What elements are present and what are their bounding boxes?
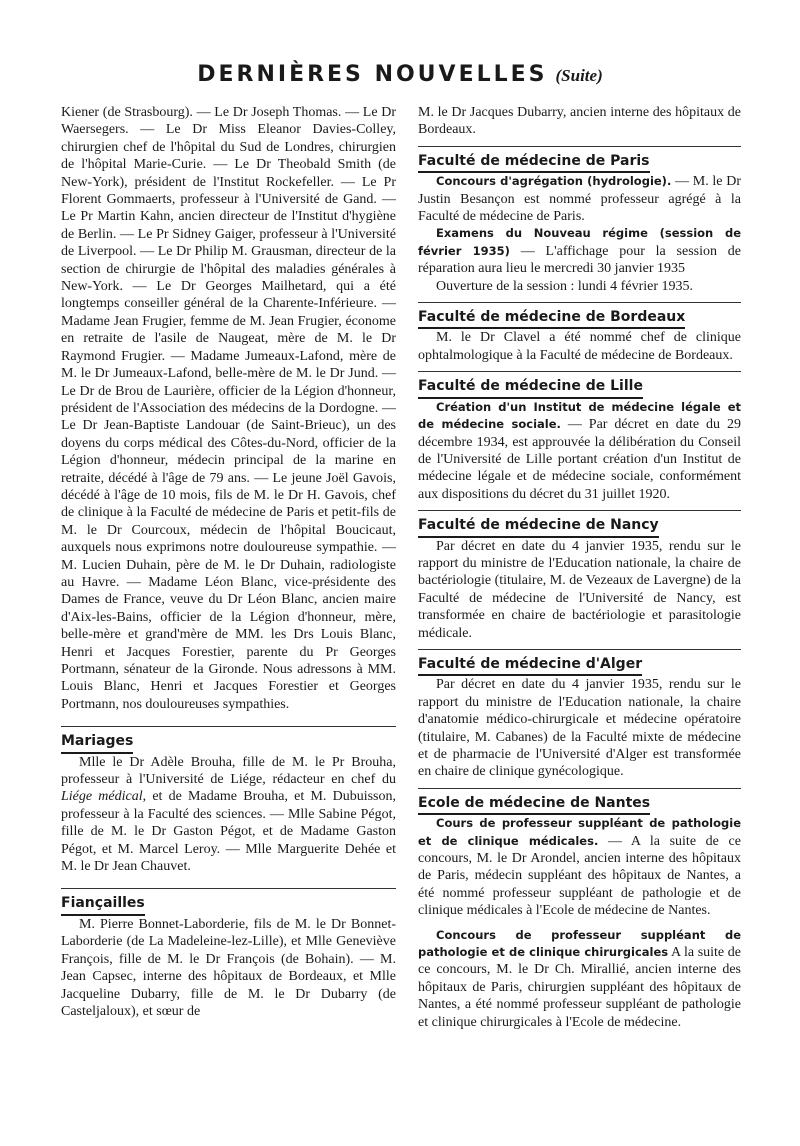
nancy-paragraph: Par décret en date du 4 janvier 1935, rendu sur le rapport du ministre de l'Education nationale, la chaire de bactériologie (titulaire, M. de Vezeaux de Lavergne) de la Faculté de médecine de l'Université de Nancy, est transformée en chaire de bactériologie et parasitologie médicale. <box>418 538 741 641</box>
fiancailles-paragraph: M. Pierre Bonnet-Laborderie, fils de M. le Dr Bonnet-Laborderie (de La Madeleine-lez-Lille), et Mlle Geneviève François, fille de M. le Dr François (de Bohain). — M. Jean Capsec, interne des hôpitaux de Bordeaux, et Mlle Jacqueline Dubarry, fille de M. le Dr Dubarry (de Casteljaloux), et sœur de <box>61 916 396 1019</box>
left-column <box>61 104 396 1020</box>
page-title <box>0 62 800 87</box>
section-divider <box>418 649 741 650</box>
paris-paragraph-1: Concours d'agrégation (hydrologie). — M. le Dr Justin Besançon est nommé professeur agrégé à la Faculté de médecine de Paris. <box>418 174 742 225</box>
section-heading-paris: Faculté de médecine de Paris <box>418 153 650 173</box>
nantes-paragraph-1: Cours de professeur suppléant de pathologie et de clinique médicales. — A la suite de ce concours, M. le Dr Arondel, ancien interne des hôpitaux de Paris, médecin suppléant des hôpitaux de Nantes, a été nommé professeur suppléant de pathologie et de clinique médicales à l'Ecole de médecine de Nantes. <box>418 816 741 919</box>
section-heading-alger: Faculté de médecine d'Alger <box>418 656 642 676</box>
bordeaux-paragraph: M. le Dr Clavel a été nommé chef de clinique ophtalmologique à la Faculté de médecine de Bordeaux. <box>418 330 741 363</box>
section-heading-nantes: Ecole de médecine de Nantes <box>418 795 650 815</box>
section-heading-nancy: Faculté de médecine de Nancy <box>418 517 659 537</box>
section-heading-fiancailles: Fiançailles <box>61 895 145 915</box>
section-heading-bordeaux: Faculté de médecine de Bordeaux <box>418 309 685 329</box>
section-divider <box>61 888 396 889</box>
nantes-paragraph-2: Concours de professeur suppléant de pathologie et de clinique chirurgicales A la suite de ce concours, M. le Dr Ch. Mirallié, ancien interne des hôpitaux de Paris, chirurgien suppléant des hôpitaux de Nantes, a été nommé professeur suppléant de pathologie et clinique chirurgicales à l'Ecole de médecine. <box>418 927 741 1030</box>
section-divider <box>61 726 396 727</box>
paris-paragraph-2: Examens du Nouveau régime (session de février 1935) — L'affichage pour la session de réparation aura lieu le mercredi 30 janvier 1935 <box>418 226 742 277</box>
lille-paragraph: Création d'un Institut de médecine légale et de médecine sociale. — Par décret en date du 29 décembre 1934, est approuvée la délibération du Conseil de l'Université de Lille portant création d'un Institut de médecine légale et de médecine sociale, conformément aux dispositions du décret du 31 juillet 1920. <box>418 399 741 502</box>
page-title-text: DERNIÈRES NOUVELLES <box>197 62 548 87</box>
alger-paragraph: Par décret en date du 4 janvier 1935, rendu sur le rapport du ministre de l'Education nationale, la chaire d'anatomie médico-chirurgicale et médecine opératoire (titulaire, M. Cabanes) de la Faculté mixte de médecine et de pharmacie de l'Université d'Alger est transformée en chaire de clinique gynécologique. <box>418 677 741 780</box>
section-heading-lille: Faculté de médecine de Lille <box>418 378 643 398</box>
section-divider <box>418 510 741 511</box>
continuation-paragraph: M. le Dr Jacques Dubarry, ancien interne des hôpitaux de Bordeaux. <box>418 105 741 138</box>
journal-title: Liége médical <box>61 789 143 805</box>
right-column <box>418 104 741 1031</box>
page-title-suite: (Suite) <box>555 66 603 85</box>
obituary-paragraph: Kiener (de Strasbourg). — Le Dr Joseph Thomas. — Le Dr Waersegers. — Le Dr Miss Eleanor Davies-Colley, chirurgien chef de l'hôpital du Sud de Londres, chirurgien de l'hôpital Marie-Curie. — Le Dr Theobald Smith (de New-York), président de l'Institut Rockefeller. — Le Pr Florent Gommaerts, professeur à l'Université de Gand. — Le Pr Martin Kahn, ancien directeur de l'Institut d'hygiène de Berlin. — Le Pr Sidney Gaiger, professeur à l'Université de Liverpool. — Le Dr Philip M. Grausman, directeur de la section de chirurgie de l'hôpital des maladies générales à New-York. — Le Dr Georges Mailhetard, qui a été longtemps conseiller général de la Charente-Inférieure. — Madame Jean Frugier, femme de M. Jean Frugier, économe en retraite de l'asile de Naugeat, mère de M. le Dr Raymond Frugier. — Madame Jumeaux-Lafond, mère de M. le Dr Jumeaux-Lafond, belle-mère de M. le Dr Jund. — Le Dr de Brou de Laurière, officier de la Légion d'honneur, président de l'Association des médecins de la Dordogne. — Le Dr Jean-Baptiste Landouar (de Saint-Brieuc), un des doyens du corps médical des Côtes-du-Nord, officier de la Légion d'honneur, médecin principal de la marine en retraite, décédé à l'âge de 79 ans. — Le jeune Joël Gavois, décédé à l'âge de 10 mois, fils de M. le Dr H. Gavois, chef de clinique à la Faculté de médecine de Paris et petit-fils de M. le Dr Courcoux, médecin de l'hôpital Boucicaut, auxquels nous exprimons notre douloureuse sympathie. — M. Lucien Duhain, père de M. le Dr Duhain, radiologiste au Havre. — Madame Léon Blanc, vice-présidente des Dames de France, veuve du Dr Léon Blanc, ancien maire d'Aix-les-Bains, officier de la Légion d'honneur, mère, belle-mère et grand'mère de MM. les Drs Louis Blanc, Henri et Jacques Forestier, parente du Pr Georges Portmann, sénateur de la Gironde. Nous adressons à MM. Louis Blanc, Henri et Jacques Forestier et Georges Portmann, nos douloureuses sympathies. <box>61 105 396 712</box>
section-heading-mariages: Mariages <box>61 733 133 753</box>
section-divider <box>418 302 741 303</box>
section-divider <box>418 146 741 147</box>
paris-paragraph-3: Ouverture de la session : lundi 4 février 1935. <box>436 278 693 294</box>
mariages-paragraph: Mlle le Dr Adèle Brouha, fille de M. le Pr Brouha, professeur à l'Université de Liége, rédacteur en chef du Liége médical, et de Madame Brouha, et M. Dubuisson, professeur à la Faculté des sciences. — Mlle Sabine Pégot, fille de M. le Dr Gaston Pégot, et de Madame Gaston Pégot, et M. Marcel Leroy. — Mlle Marguerite Dehée et M. le Dr Jean Chauvet. <box>61 754 396 875</box>
section-divider <box>418 788 741 789</box>
section-divider <box>418 371 741 372</box>
